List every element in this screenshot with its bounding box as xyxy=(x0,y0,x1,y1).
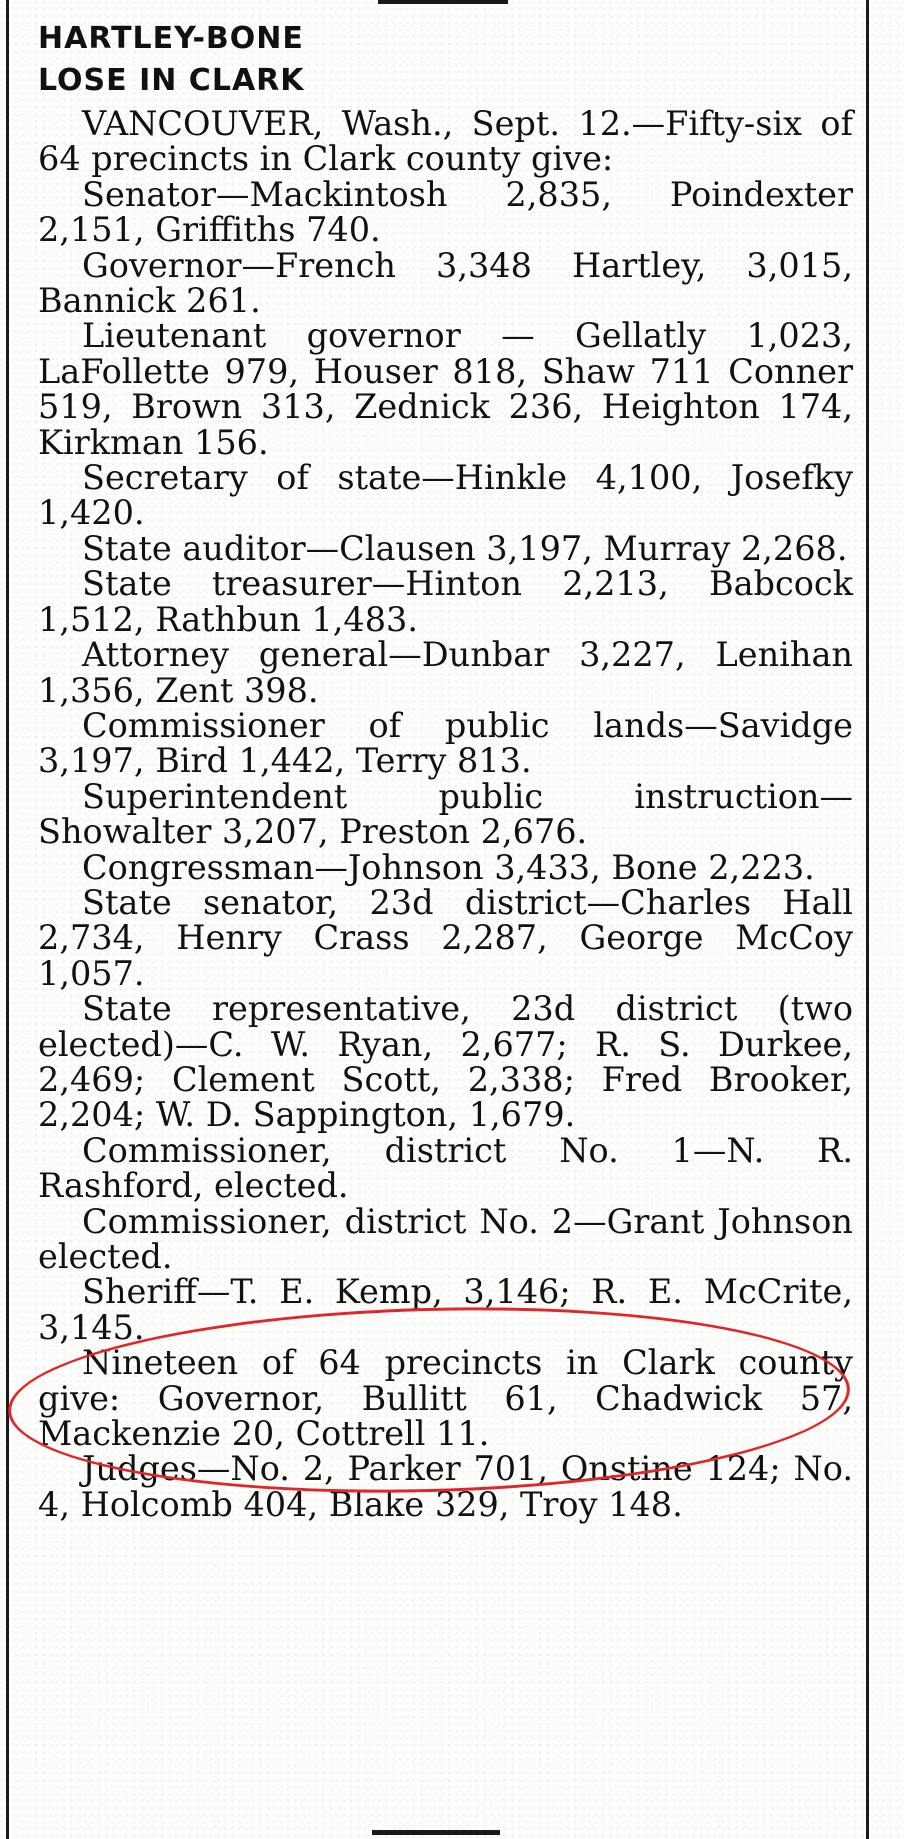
paragraph-state-auditor: State auditor—Clausen 3,197, Murray 2,268. xyxy=(82,528,848,568)
column-rule-left xyxy=(6,0,9,1839)
column-rule-right xyxy=(866,0,869,1839)
bottom-divider-rule xyxy=(372,1830,500,1835)
top-divider-rule xyxy=(378,0,508,4)
headline-line-1: HARTLEY-BONE xyxy=(38,21,304,56)
article-column xyxy=(38,18,853,1522)
paragraph-lieutenant-governor: Lieutenant governor — Gellatly 1,023, LaFollette 979, Houser 818, Shaw 711 Conner 519, Brown 313, Zednick 236, Heighton 174, Kirkman 156. xyxy=(38,316,853,462)
paragraph-public-lands: Commissioner of public lands—Savidge 3,197, Bird 1,442, Terry 813. xyxy=(38,705,853,781)
article-body xyxy=(38,106,853,1522)
paragraph-superintendent: Superintendent public instruction—Showalter 3,207, Preston 2,676. xyxy=(38,776,853,852)
paragraph-commissioner-district-2: Commissioner, district No. 2—Grant Johnson elected. xyxy=(38,1201,853,1276)
paragraph-sheriff: Sheriff—T. E. Kemp, 3,146; R. E. McCrite, 3,145. xyxy=(38,1272,853,1347)
paragraph-dateline: VANCOUVER, Wash., Sept. 12.—Fifty-six of 64 precincts in Clark county give: xyxy=(38,104,853,179)
paragraph-state-senator: State senator, 23d district—Charles Hall 2,734, Henry Crass 2,287, George McCoy 1,057. xyxy=(38,882,853,993)
headline-line-2: LOSE IN CLARK xyxy=(38,63,305,98)
paragraph-commissioner-district-1: Commissioner, district No. 1—N. R. Rashford, elected. xyxy=(38,1130,853,1206)
paragraph-state-treasurer: State treasurer—Hinton 2,213, Babcock 1,512, Rathbun 1,483. xyxy=(38,564,853,639)
paragraph-senator: Senator—Mackintosh 2,835, Poindexter 2,151, Griffiths 740. xyxy=(38,174,853,250)
paragraph-governor: Governor—French 3,348 Hartley, 3,015, Bannick 261. xyxy=(38,245,853,321)
paragraph-nineteen-precincts: Nineteen of 64 precincts in Clark county give: Governor, Bullitt 61, Chadwick 57, Mackenzie 20, Cottrell 11. xyxy=(38,1343,853,1454)
paragraph-state-representative: State representative, 23d district (two elected)—C. W. Ryan, 2,677; R. S. Durkee, 2,469; Clement Scott, 2,338; Fred Brooker, 2,204; W. D. Sappington, 1,679. xyxy=(38,989,853,1135)
paragraph-secretary-of-state: Secretary of state—Hinkle 4,100, Josefky 1,420. xyxy=(38,458,853,533)
paragraph-judges: Judges—No. 2, Parker 701, Onstine 124; No. 4, Holcomb 404, Blake 329, Troy 148. xyxy=(38,1449,853,1524)
paragraph-congressman: Congressman—Johnson 3,433, Bone 2,223. xyxy=(82,847,815,887)
paragraph-attorney-general: Attorney general—Dunbar 3,227, Lenihan 1,356, Zent 398. xyxy=(38,635,853,710)
